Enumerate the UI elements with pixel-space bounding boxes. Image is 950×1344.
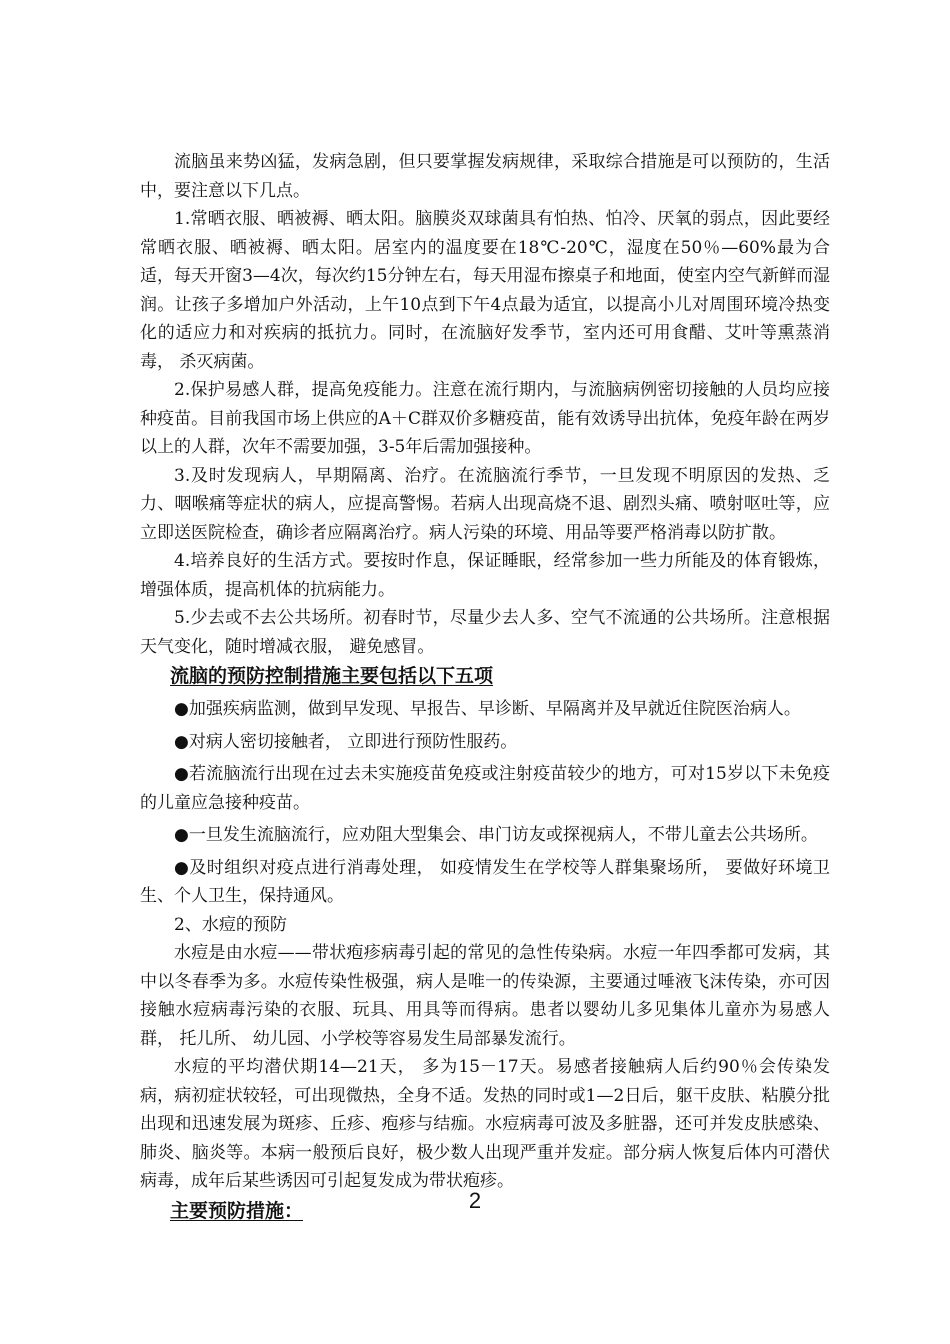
bullet-item: ●对病人密切接触者， 立即进行预防性服药。 (174, 731, 518, 752)
varicella-paragraph: 水痘是由水痘——带状疱疹病毒引起的常见的急性传染病。水痘一年四季都可发病，其中以冬春季为多。水痘传染性极强，病人是唯一的传染源，主要通过唾液飞沫传染，亦可因接触水痘病毒污染的衣服、玩具、用具等而得病。患者以婴幼儿多见集体儿童亦为易感人群， 托儿所、 幼儿园、小学校等容易发生局部暴发流行。 (140, 943, 830, 1049)
prevention-heading: 主要预防措施： (170, 1199, 304, 1222)
measure-item: 5.少去或不去公共场所。初春时节，尽量少去人多、空气不流通的公共场所。注意根据天气变化，随时增减衣服， 避免感冒。 (140, 608, 830, 657)
measure-item: 3.及时发现病人，早期隔离、治疗。在流脑流行季节，一旦发现不明原因的发热、乏力、咽喉痛等症状的病人，应提高警惕。若病人出现高烧不退、剧烈头痛、喷射呕吐等，应立即送医院检查，确诊者应隔离治疗。病人污染的环境、用品等要严格消毒以防扩散。 (140, 465, 830, 543)
bullet-item: ●及时组织对疫点进行消毒处理， 如疫情发生在学校等人群集聚场所， 要做好环境卫生、个人卫生，保持通风。 (140, 857, 830, 906)
intro-paragraph: 流脑虽来势凶猛，发病急剧，但只要掌握发病规律，采取综合措施是可以预防的，生活中，要注意以下几点。 (140, 152, 830, 201)
bullet-item: ●若流脑流行出现在过去未实施疫苗免疫或注射疫苗较少的地方，可对15岁以下未免疫的儿童应急接种疫苗。 (140, 764, 830, 813)
control-measures-heading: 流脑的预防控制措施主要包括以下五项 (170, 665, 494, 687)
bullet-item: ●一旦发生流脑流行，应劝阻大型集会、串门访友或探视病人，不带儿童去公共场所。 (174, 825, 818, 845)
measure-item: 1.常晒衣服、晒被褥、晒太阳。脑膜炎双球菌具有怕热、怕冷、厌氧的弱点，因此要经常晒衣服、晒被褥、晒太阳。居室内的温度要在18℃-20℃，湿度在50％—60%最为合适，每天开窗3—4次，每次约15分钟左右，每天用湿布擦桌子和地面，使室内空气新鲜而湿润。让孩子多增加户外活动，上午10点到下午4点最为适宜，以提高小儿对周围环境冷热变化的适应力和对疾病的抵抗力。同时，在流脑好发季节，室内还可用食醋、艾叶等熏蒸消毒， 杀灭病菌。 (140, 209, 830, 372)
measure-item: 4.培养良好的生活方式。要按时作息，保证睡眠，经常参加一些力所能及的体育锻炼， 增强体质，提高机体的抗病能力。 (140, 551, 830, 600)
section-title: 2、水痘的预防 (174, 914, 287, 935)
bullet-item: ●加强疾病监测，做到早发现、早报告、早诊断、早隔离并及早就近住院医治病人。 (174, 699, 801, 719)
page-number: 2 (468, 1188, 482, 1213)
page-content (140, 148, 830, 1226)
varicella-paragraph: 水痘的平均潜伏期14—21天， 多为15－17天。易感者接触病人后约90％会传染发病，病初症状较轻，可出现微热，全身不适。发热的同时或1—2日后，躯干皮肤、粘膜分批出现和迅速发展为斑疹、丘疹、疱疹与结痂。水痘病毒可波及多脏器，还可并发皮肤感染、肺炎、脑炎等。本病一般预后良好，极少数人出现严重并发症。部分病人恢复后体内可潜伏病毒，成年后某些诱因可引起复发成为带状疱疹。 (140, 1057, 830, 1191)
measure-item: 2.保护易感人群，提高免疫能力。注意在流行期内，与流脑病例密切接触的人员均应接种疫苗。目前我国市场上供应的A＋C群双价多糖疫苗，能有效诱导出抗体，免疫年龄在两岁以上的人群，次年不需要加强，3-5年后需加强接种。 (140, 380, 830, 457)
